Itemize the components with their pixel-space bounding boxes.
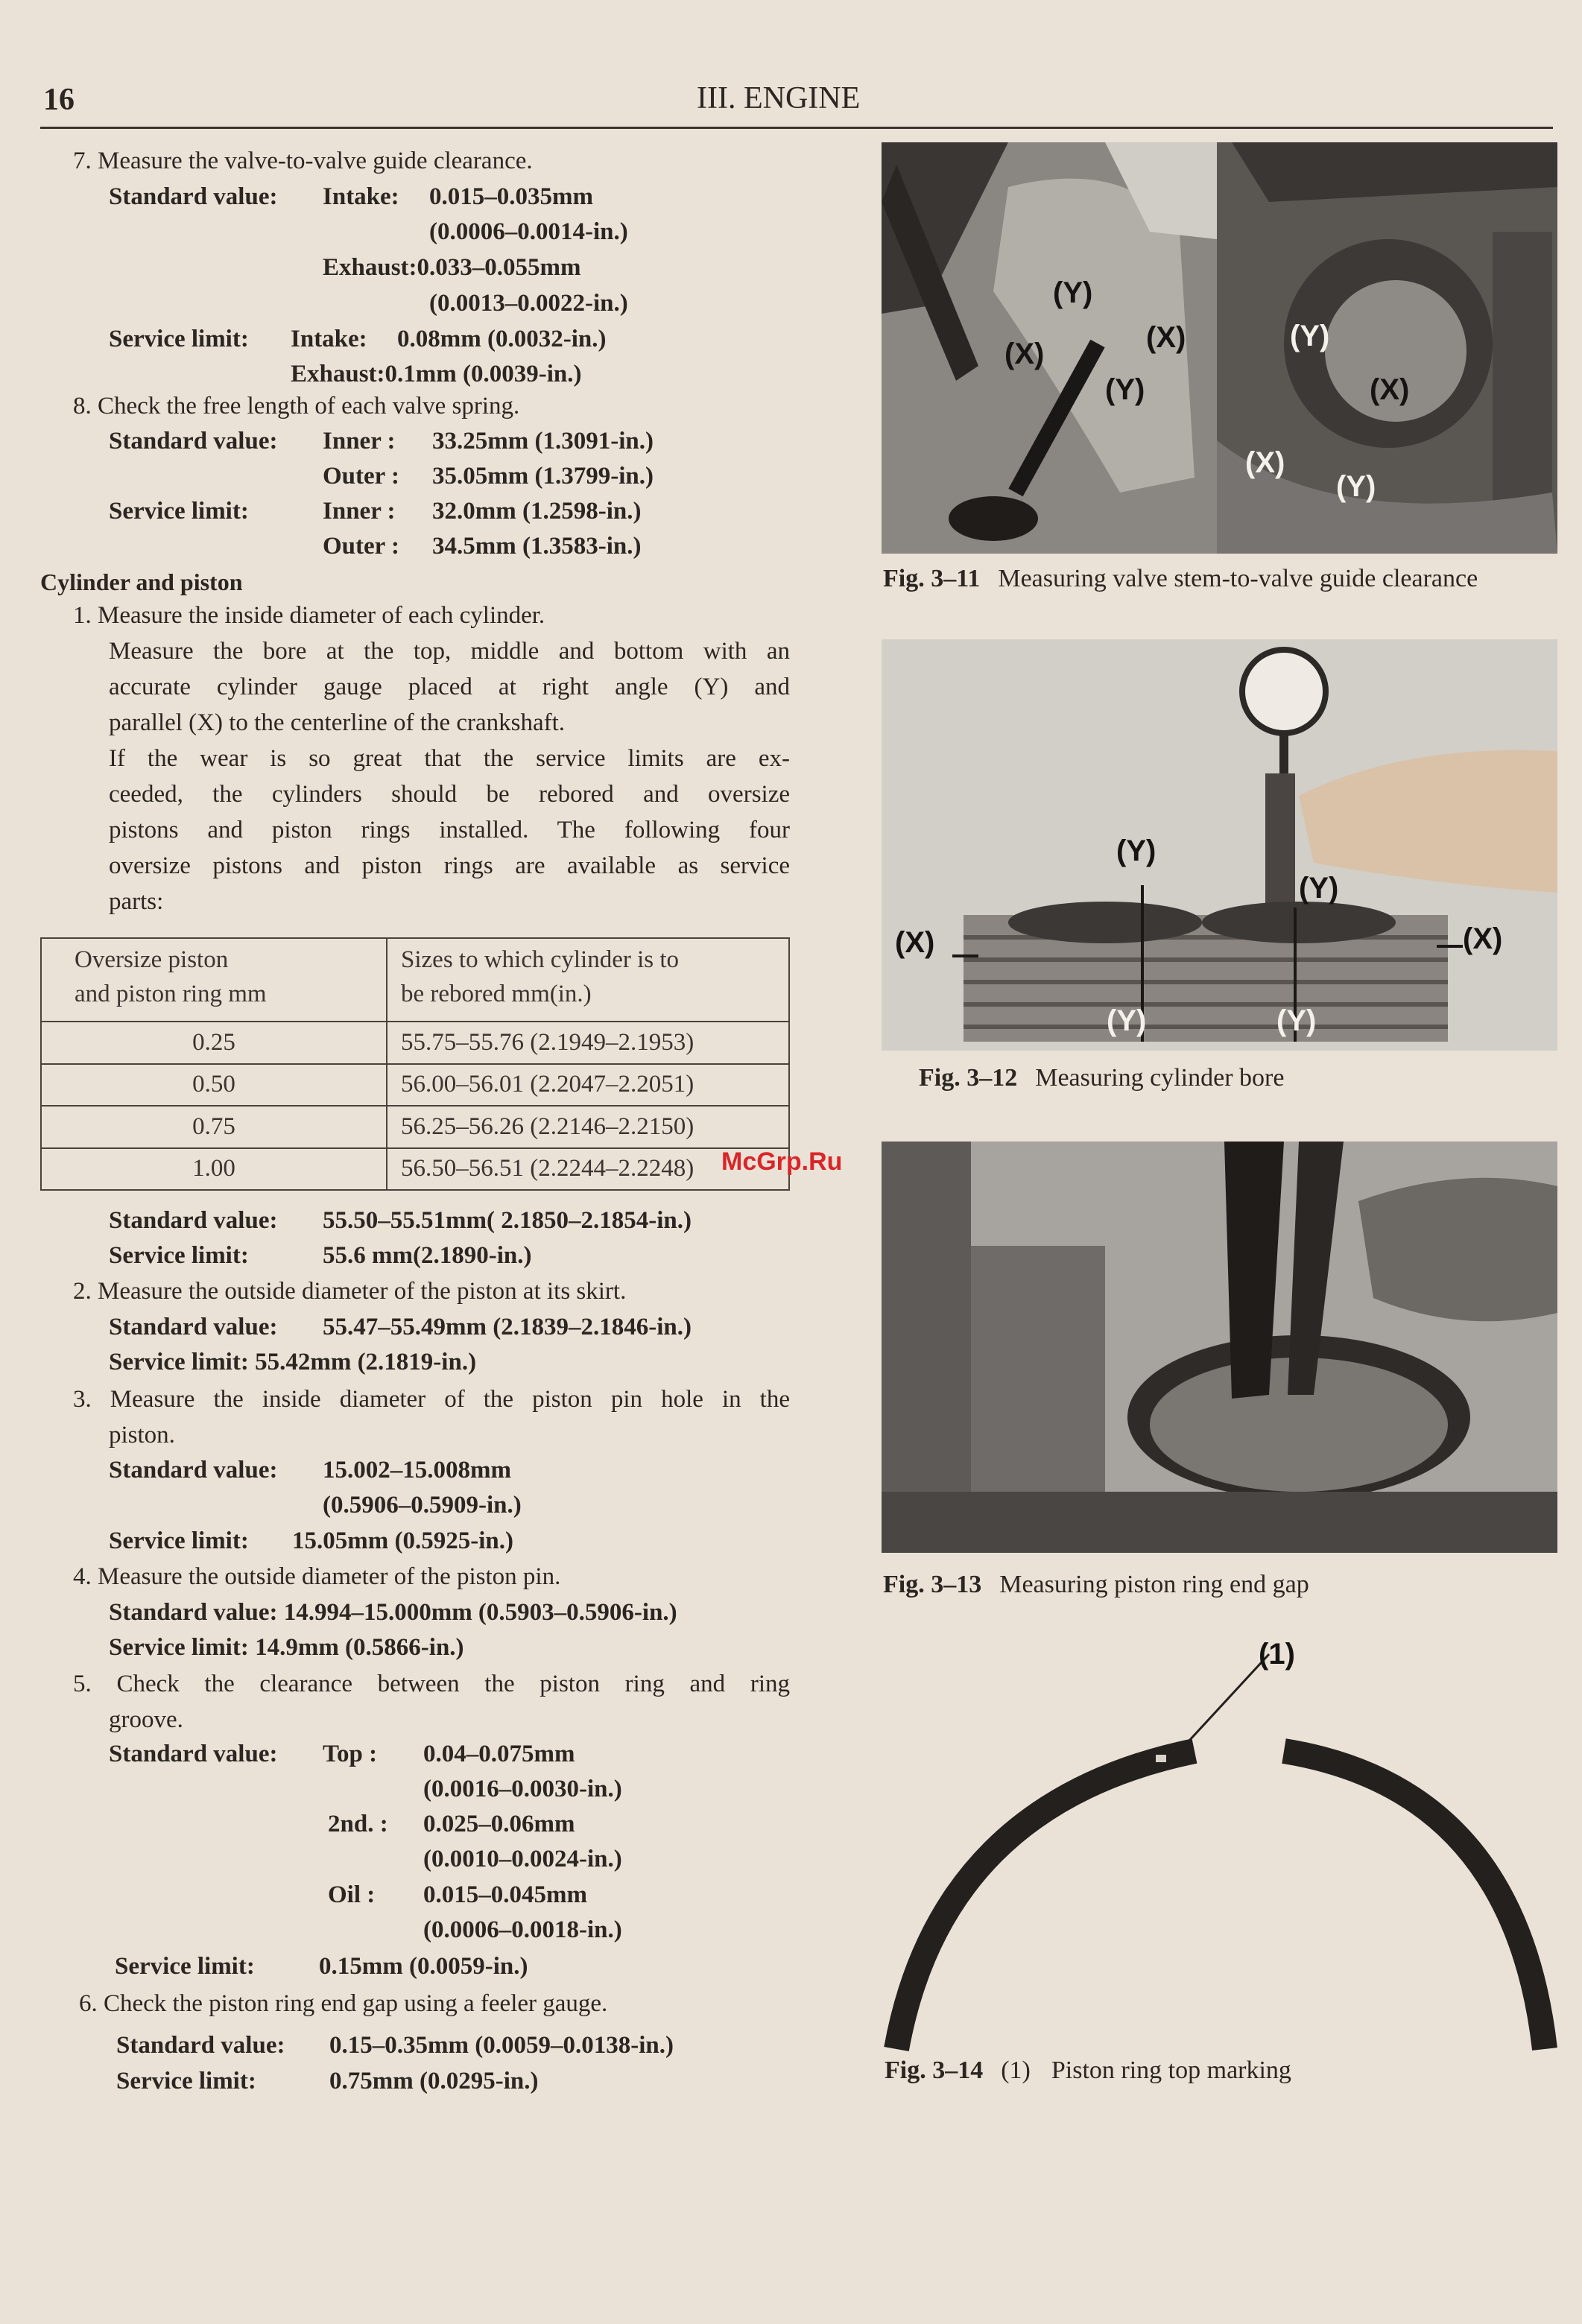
valve-guide-photo xyxy=(882,142,1557,554)
fig-3-14-number: Fig. 3–14 xyxy=(885,2057,984,2084)
fig-3-13-photo xyxy=(882,1142,1557,1553)
table-cell-size: 0.25 xyxy=(41,1022,387,1064)
table-header-bore-line1: Sizes to which cylinder is to xyxy=(401,946,680,973)
fig-3-12-label-x: (X) xyxy=(895,926,935,959)
c3-title-line: 3. Measure the inside diameter of the piston pin hole in the xyxy=(73,1386,790,1413)
c1-para2-line: oversize pistons and piston rings are available as service xyxy=(109,852,790,879)
fig-3-11-label-x: (X) xyxy=(1004,338,1045,370)
c5-svc-label: Service limit: xyxy=(115,1953,255,1980)
table-row xyxy=(41,1064,789,1106)
c2-svc-label: Service limit: xyxy=(109,1349,249,1375)
oversize-table xyxy=(40,937,790,1191)
fig-3-12-photo xyxy=(882,639,1557,1051)
c2-svc-value: 55.42mm (2.1819-in.) xyxy=(255,1349,477,1375)
fig-3-11-label-y: (Y) xyxy=(1053,276,1093,309)
c1-svc-label: Service limit: xyxy=(109,1242,249,1269)
item8-svc-inner-label: Inner : xyxy=(323,498,396,525)
item8-svc-inner: 32.0mm (1.2598-in.) xyxy=(432,498,642,525)
c6-title: 6. Check the piston ring end gap using a feeler gauge. xyxy=(79,1990,608,2017)
table-row xyxy=(41,1148,789,1191)
c3-title xyxy=(73,1381,790,1453)
c5-second-label: 2nd. : xyxy=(328,1811,388,1837)
c6-svc-label: Service limit: xyxy=(116,2068,256,2095)
c3-svc-value: 15.05mm (0.5925-in.) xyxy=(292,1527,513,1554)
c5-top-in: (0.0016–0.0030-in.) xyxy=(423,1776,622,1802)
c5-oil-mm: 0.015–0.045mm xyxy=(423,1881,587,1908)
c1-title: 1. Measure the inside diameter of each cylinder. xyxy=(73,602,545,629)
fig-3-12-label-y: (Y) xyxy=(1107,1004,1147,1037)
fig-3-14-ref: (1) xyxy=(1001,2057,1031,2084)
chapter-title: III. ENGINE xyxy=(697,81,861,115)
fig-3-13-caption xyxy=(883,1571,1309,1599)
fig-3-12-label-x: (X) xyxy=(1463,922,1503,955)
c1-para1-line: Measure the bore at the top, middle and bottom with an xyxy=(109,638,790,665)
c1-para2-line: pistons and piston rings installed. The following four xyxy=(109,817,790,843)
c5-title-line: groove. xyxy=(109,1706,183,1733)
c6-svc-value: 0.75mm (0.0295-in.) xyxy=(329,2068,539,2095)
table-cell-bore: 56.50–56.51 (2.2244–2.2248) xyxy=(387,1148,789,1191)
c1-para2 xyxy=(109,741,790,919)
item7-exhaust: Exhaust:0.033–0.055mm xyxy=(323,254,581,281)
item8-svc-label: Service limit: xyxy=(109,498,249,525)
c2-title: 2. Measure the outside diameter of the piston at its skirt. xyxy=(73,1278,627,1305)
item7-svc-exhaust: Exhaust:0.1mm (0.0039-in.) xyxy=(291,361,582,387)
fig-3-12-text: Measuring cylinder bore xyxy=(1035,1064,1285,1092)
cylinder-bore-photo xyxy=(882,639,1557,1051)
c5-oil-in: (0.0006–0.0018-in.) xyxy=(423,1916,622,1943)
item7-intake-label: Intake: xyxy=(323,183,399,210)
c1-para1-line: parallel (X) to the centerline of the crankshaft. xyxy=(109,709,566,736)
item8-svc-outer: 34.5mm (1.3583-in.) xyxy=(432,533,642,560)
item8-std-outer: 35.05mm (1.3799-in.) xyxy=(432,463,654,490)
table-row xyxy=(41,1022,789,1064)
fig-3-14-text: Piston ring top marking xyxy=(1051,2057,1291,2084)
fig-3-12-caption xyxy=(919,1064,1284,1092)
table-cell-bore: 55.75–55.76 (2.1949–2.1953) xyxy=(387,1022,789,1064)
table-header-oversize-line2: and piston ring mm xyxy=(75,981,267,1007)
c1-std-value: 55.50–55.51mm( 2.1850–2.1854-in.) xyxy=(323,1207,692,1234)
item8-outer-label: Outer : xyxy=(323,463,399,490)
fig-3-11-photo xyxy=(882,142,1557,554)
c5-title-line: 5. Check the clearance between the piston ring and ring xyxy=(73,1671,790,1697)
item7-svc-label: Service limit: xyxy=(109,326,249,352)
fig-3-11-label-y: (Y) xyxy=(1105,373,1145,406)
c6-std-label: Standard value: xyxy=(116,2032,285,2059)
table-header-bore xyxy=(387,938,789,1022)
item7-std-label: Standard value: xyxy=(109,183,278,210)
fig-3-12-label-y: (Y) xyxy=(1276,1004,1317,1037)
c2-svc xyxy=(109,1345,476,1380)
item8-inner-label: Inner : xyxy=(323,428,396,455)
c3-title-line: piston. xyxy=(109,1422,175,1448)
c1-para1 xyxy=(109,633,790,741)
c1-para2-line: ceeded, the cylinders should be rebored and oversize xyxy=(109,781,790,808)
item8-std-inner: 33.25mm (1.3091-in.) xyxy=(432,428,654,455)
c5-std-label: Standard value: xyxy=(109,1741,278,1767)
fig-3-12-number: Fig. 3–12 xyxy=(919,1064,1018,1092)
c1-para2-line: If the wear is so great that the service limits are ex- xyxy=(109,745,790,772)
item7-title: 7. Measure the valve-to-valve guide clearance. xyxy=(73,148,533,174)
fig-3-11-caption xyxy=(883,565,1478,593)
fig-3-14-caption xyxy=(885,2057,1291,2085)
c5-top-mm: 0.04–0.075mm xyxy=(423,1741,575,1767)
fig-3-12-label-y: (Y) xyxy=(1116,835,1157,867)
fig-3-14-diagram xyxy=(882,1639,1557,2057)
c5-second-in: (0.0010–0.0024-in.) xyxy=(423,1846,622,1872)
item7-svc-intake: 0.08mm (0.0032-in.) xyxy=(397,326,607,352)
c1-para2-line: parts: xyxy=(109,888,164,915)
c5-oil-label: Oil : xyxy=(328,1881,376,1908)
item8-svc-outer-label: Outer : xyxy=(323,533,399,560)
c4-svc: Service limit: 14.9mm (0.5866-in.) xyxy=(109,1634,464,1661)
fig-3-11-label-x: (X) xyxy=(1370,373,1410,406)
page-number: 16 xyxy=(43,83,75,117)
fig-3-13-number: Fig. 3–13 xyxy=(883,1571,982,1598)
watermark: McGrp.Ru xyxy=(721,1147,843,1176)
fig-3-12-label-y: (Y) xyxy=(1299,872,1339,905)
fig-3-11-label-x: (X) xyxy=(1146,321,1186,354)
c5-svc-value: 0.15mm (0.0059-in.) xyxy=(319,1953,528,1980)
piston-ring-drawing xyxy=(882,1639,1557,2057)
c2-std-label: Standard value: xyxy=(109,1314,278,1340)
fig-3-11-label-y: (Y) xyxy=(1336,470,1376,503)
table-cell-size: 0.75 xyxy=(41,1106,387,1148)
item8-std-label: Standard value: xyxy=(109,428,278,455)
fig-3-11-label-x: (X) xyxy=(1245,446,1285,479)
table-row xyxy=(41,1106,789,1148)
c5-second-mm: 0.025–0.06mm xyxy=(423,1811,575,1837)
c6-std-value: 0.15–0.35mm (0.0059–0.0138-in.) xyxy=(329,2032,674,2059)
c3-std-in: (0.5906–0.5909-in.) xyxy=(323,1492,522,1519)
table-cell-bore: 56.25–56.26 (2.2146–2.2150) xyxy=(387,1106,789,1148)
section-title: Cylinder and piston xyxy=(40,569,243,595)
table-cell-size: 0.50 xyxy=(41,1064,387,1106)
item7-intake-in: (0.0006–0.0014-in.) xyxy=(429,218,628,245)
c4-title: 4. Measure the outside diameter of the piston pin. xyxy=(73,1563,561,1590)
item8-title: 8. Check the free length of each valve spring. xyxy=(73,393,520,419)
fig-3-14-label-1: (1) xyxy=(1259,1639,1295,1671)
table-header-oversize-line1: Oversize piston xyxy=(75,946,229,973)
fig-3-11-label-y: (Y) xyxy=(1290,320,1330,352)
header-rule xyxy=(40,127,1553,129)
item7-svc-intake-label: Intake: xyxy=(291,326,367,352)
c3-std-mm: 15.002–15.008mm xyxy=(323,1457,511,1484)
c1-para1-line: accurate cylinder gauge placed at right angle (Y) and xyxy=(109,674,790,700)
table-cell-size: 1.00 xyxy=(41,1148,387,1191)
c2-std-value: 55.47–55.49mm (2.1839–2.1846-in.) xyxy=(323,1314,692,1340)
c1-std-label: Standard value: xyxy=(109,1207,278,1234)
table-header-row xyxy=(41,938,789,1022)
item7-exhaust-in: (0.0013–0.0022-in.) xyxy=(429,290,628,317)
c1-svc-value: 55.6 mm(2.1890-in.) xyxy=(323,1242,532,1269)
ring-gap-photo xyxy=(882,1142,1557,1553)
c5-top-label: Top : xyxy=(323,1741,378,1767)
fig-3-13-text: Measuring piston ring end gap xyxy=(999,1571,1309,1598)
c3-svc-label: Service limit: xyxy=(109,1527,249,1554)
fig-3-11-text: Measuring valve stem-to-valve guide clearance xyxy=(998,565,1478,592)
table-header-bore-line2: be rebored mm(in.) xyxy=(401,981,592,1007)
c3-std-label: Standard value: xyxy=(109,1457,278,1484)
c5-title xyxy=(73,1666,790,1738)
c4-std: Standard value: 14.994–15.000mm (0.5903–0.5906-in.) xyxy=(109,1599,677,1626)
fig-3-11-number: Fig. 3–11 xyxy=(883,565,981,592)
item7-intake-mm: 0.015–0.035mm xyxy=(429,183,593,210)
table-header-oversize xyxy=(41,938,387,1022)
table-cell-bore: 56.00–56.01 (2.2047–2.2051) xyxy=(387,1064,789,1106)
